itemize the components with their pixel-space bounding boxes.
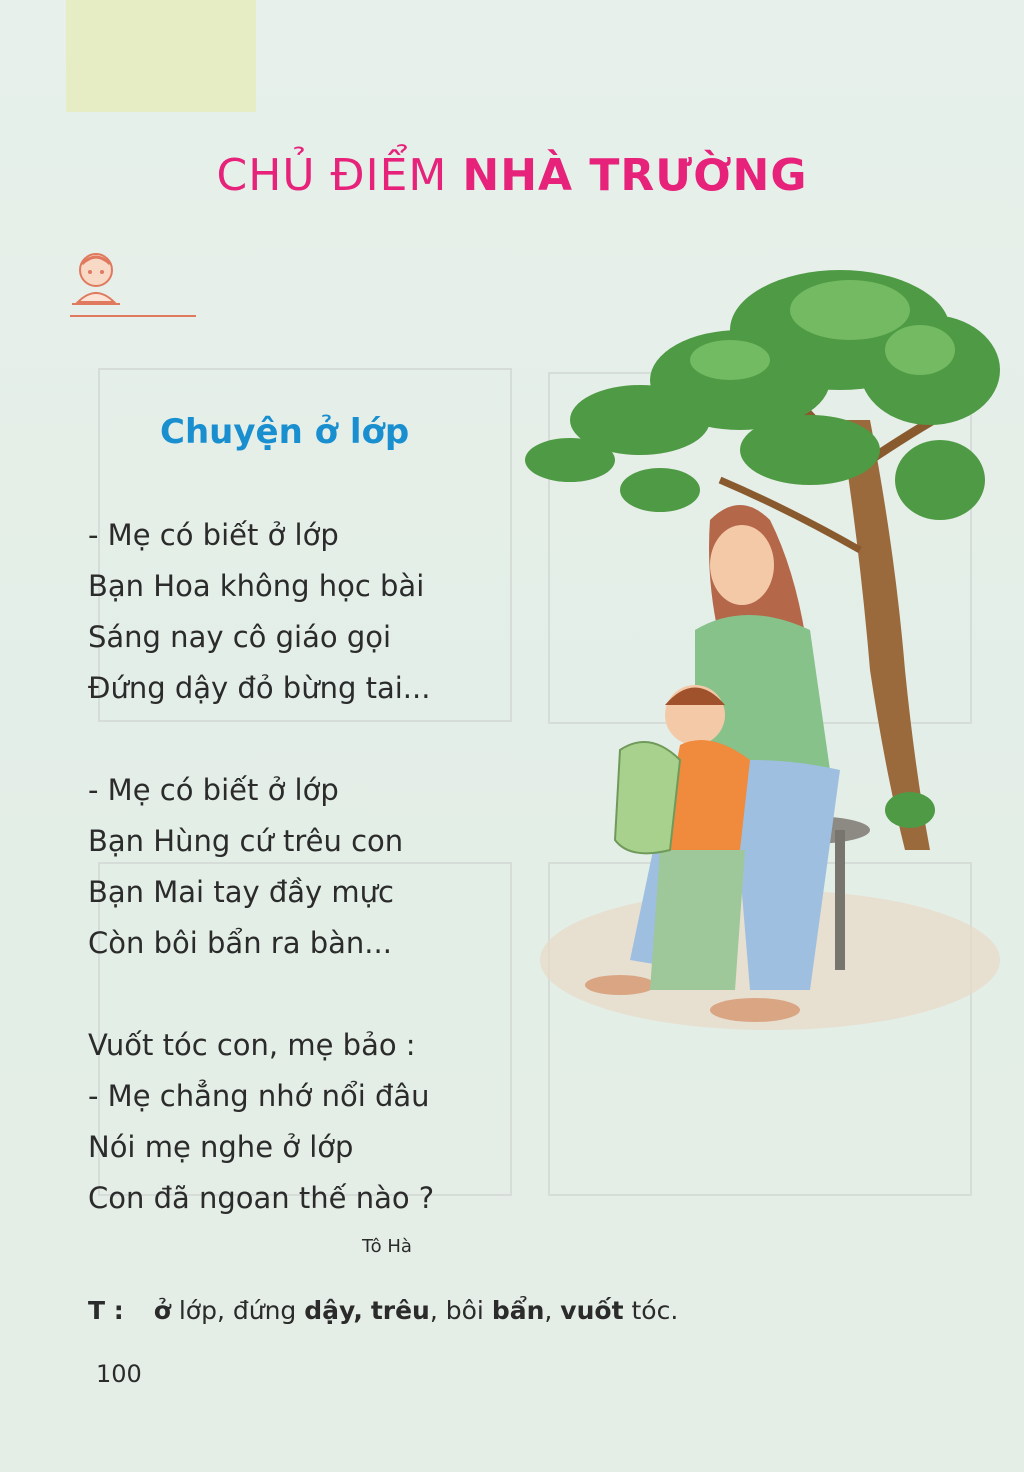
poem-line: Nói mẹ nghe ở lớp: [88, 1130, 354, 1164]
page-number: 100: [96, 1360, 142, 1388]
page-title: [0, 150, 1024, 201]
stanza-3-lines: [88, 1020, 434, 1224]
poem-line: Bạn Mai tay đầy mực: [88, 875, 394, 909]
poem-line: - Mẹ có biết ở lớp: [88, 773, 339, 807]
stanza-1: [88, 510, 430, 714]
poem-line: - Mẹ chẳng nhớ nổi đâu: [88, 1079, 430, 1113]
poem-line: Con đã ngoan thế nào ?: [88, 1181, 435, 1215]
vocab-word: vuốt: [560, 1296, 624, 1325]
title-prefix: CHỦ ĐIỂM: [216, 150, 448, 201]
poem-line: Bạn Hùng cứ trêu con: [88, 824, 404, 858]
poem-line: Còn bôi bẩn ra bàn...: [88, 926, 392, 960]
mother-child-under-tree-illustration: [510, 250, 1010, 1050]
poem-line: Vuốt tóc con, mẹ bảo :: [88, 1028, 416, 1062]
vocab-label: T :: [88, 1296, 124, 1325]
poem-line: - Mẹ có biết ở lớp: [88, 518, 339, 552]
poem-title: Chuyện ở lớp: [160, 412, 410, 452]
poem-author: Tô Hà: [362, 1236, 412, 1257]
vocab-word: bẩn: [491, 1296, 545, 1325]
vocab-word: trêu: [370, 1296, 430, 1325]
vocab-text: ,: [544, 1296, 561, 1325]
poem-line: Đứng dậy đỏ bừng tai...: [88, 671, 431, 705]
poem-line: Sáng nay cô giáo gọi: [88, 620, 392, 654]
vocab-text: [363, 1296, 371, 1325]
stanza-2: [88, 765, 403, 969]
vocabulary-line: [88, 1296, 678, 1325]
vocab-word: dậy,: [304, 1296, 363, 1325]
vocab-word: ở: [153, 1296, 171, 1325]
vocab-text: tóc.: [623, 1296, 679, 1325]
poem-line: Bạn Hoa không học bài: [88, 569, 425, 603]
title-topic: NHÀ TRƯỜNG: [462, 150, 808, 201]
vocab-text: , bôi: [429, 1296, 492, 1325]
corner-tab: [66, 0, 256, 112]
vocab-text: lớp, đứng: [170, 1296, 305, 1325]
child-reading-icon: [66, 248, 198, 328]
